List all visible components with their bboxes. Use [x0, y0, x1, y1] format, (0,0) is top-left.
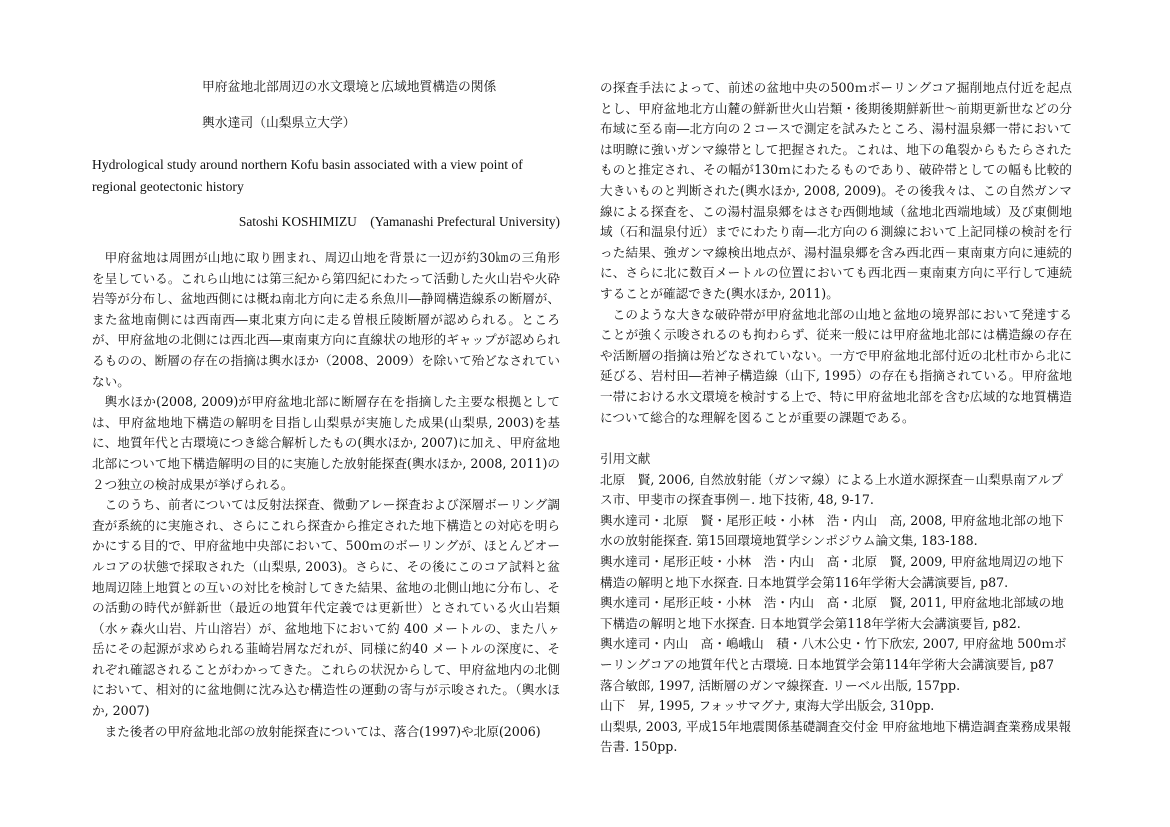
- reference-item: 輿水達司・内山 高・嶋峨山 積・八木公史・竹下欣宏, 2007, 甲府盆地 500ｍボーリングコアの地質年代と古環境. 日本地質学会第114年学術大会講演要旨, p87: [600, 636, 1067, 673]
- body-paragraph: 甲府盆地は周囲が山地に取り囲まれ、周辺山地を背景に一辺が約30㎞の三角形を呈している。これら山地には第三紀から第四紀にわたって活動した火山岩や火砕岩等が分布し、盆地西側には概ね南北方向に走る糸魚川―静岡構造線系の断層が、また盆地南側には西南西―東北東方向に走る曽根丘陵断層が認められる。ところが、甲府盆地の北側には西北西―東南東方向に直線状の地形的ギャップが認められるものの、断層の存在の指摘は輿水ほか（2008、2009）を除いて殆どなされていない。: [92, 250, 560, 389]
- reference-item: 北原 賢, 2006, 自然放射能（ガンマ線）による上水道水源探査－山梨県南アルプス市、甲斐市の探査事例－. 地下技術, 48, 9-17.: [600, 471, 1064, 508]
- english-author: Satoshi KOSHIMIZU (Yamanashi Prefectural University): [238, 214, 560, 229]
- reference-item: 山梨県, 2003, 平成15年地震関係基礎調査交付金 甲府盆地地下構造調査業務成果報告書. 150pp.: [600, 718, 1072, 755]
- references-heading: 引用文献: [600, 451, 651, 467]
- japanese-author: 輿水達司（山梨県立大学）: [202, 116, 356, 131]
- reference-item: 輿水達司・尾形正岐・小林 浩・内山 高・北原 賢, 2009, 甲府盆地周辺の地下構造の解明と地下水探査. 日本地質学会第116年学術大会講演要旨, p87.: [600, 554, 1064, 590]
- body-paragraph: 輿水ほか(2008, 2009)が甲府盆地北部に断層存在を指摘した主要な根拠としては、甲府盆地地下構造の解明を目指し山梨県が実施した成果(山梨県, 2003)を基に、地質年代と古環境につき総合解析したもの(輿水ほか, 2007)に加え、甲府盆地北部について地下構造解明の目的に実施した放射能探査(輿水ほか, 2008, 2011)の２つ独立の検討成果が挙げられる。: [92, 394, 560, 492]
- reference-item: 山下 昇, 1995, フォッサマグナ, 東海大学出版会, 310pp.: [600, 698, 935, 714]
- english-title: Hydrological study around northern Kofu basin associated with a view point of regional geotectonic history: [92, 157, 523, 194]
- body-paragraph: このうち、前者については反射法探査、微動アレー探査および深層ボーリング調査が系統的に実施され、さらにこれら探査から推定された地下構造との対応を明らかにする目的で、甲府盆地中央部において、500ｍのボーリングが、ほとんどオールコアの状態で採取された（山梨県, 2003)。さらに、その後にこのコア試料と盆地周辺陸上地質との互いの対比を検討してきた結果、盆地の北側山地に分布し、その活動の時代が鮮新世（最近の地質年代定義では更新世）とされている火山岩類（水ヶ森火山岩、片山溶岩）が、盆地地下において約 400 メートルの、また八ヶ岳にその起源が求められる韮崎岩屑なだれが、同様に約40 メートルの深度に、それぞれ確認されることがわかってきた。これらの状況からして、甲府盆地内の北側において、相対的に盆地側に沈み込む構造性の運動の寄与が示唆された。（輿水ほか, 2007): [92, 497, 560, 719]
- left-column: [92, 78, 560, 742]
- reference-item: 輿水達司・尾形正岐・小林 浩・内山 高・北原 賢, 2011, 甲府盆地北部域の地下構造の解明と地下水探査. 日本地質学会第118年学術大会講演要旨, p82.: [600, 595, 1064, 631]
- reference-item: 落合敏郎, 1997, 活断層のガンマ線探査. リーベル出版, 157pp.: [600, 677, 961, 693]
- body-paragraph: また後者の甲府盆地北部の放射能探査については、落合(1997)や北原(2006): [104, 723, 541, 739]
- body-paragraph: このような大きな破砕帯が甲府盆地北部の山地と盆地の境界部において発達することが強く示唆されるのも拘わらず、従来一般には甲府盆地北部には構造線の存在や活断層の指摘は殆どなされていない。一方で甲府盆地北部付近の北杜市から北に延びる、岩村田―若神子構造線（山下, 1995）の存在も指摘されている。甲府盆地一帯における水文環境を検討する上で、特に甲府盆地北部を含む広域的な地質構造について総合的な理解を図ることが重要の課題である。: [600, 306, 1072, 425]
- reference-item: 輿水達司・北原 賢・尾形正岐・小林 浩・内山 高, 2008, 甲府盆地北部の地下水の放射能探査. 第15回環境地質学シンポジウム論文集, 183-188.: [600, 512, 1064, 549]
- right-column: [600, 78, 1072, 758]
- japanese-title: 甲府盆地北部周辺の水文環境と広域地質構造の関係: [202, 80, 497, 95]
- body-paragraph: の探査手法によって、前述の盆地中央の500ｍボーリングコア掘削地点付近を起点とし、甲府盆地北方山麓の鮮新世火山岩類・後期後期鮮新世～前期更新世などの分布域に至る南―北方向の２コースで測定を試みたところ、湯村温泉郷一帯においては明瞭に強いガンマ線帯として把握された。これは、地下の亀裂からもたらされたものと推定され、その幅が130ｍにわたるものであり、破砕帯としての幅も比較的大きいものと判断された(輿水ほか, 2008, 2009)。その後我々は、この自然ガンマ線による探査を、この湯村温泉郷をはさむ西側地域（盆地北西端地域）及び東側地域（石和温泉付近）までにわたり南―北方向の６測線において上記同様の検討を行った結果、強ガンマ線検出地点が、湯村温泉郷を含み西北西－東南東方向に連続的に、さらに北に数百メートルの位置においても西北西－東南東方向に平行して連続することが確認できた(輿水ほか, 2011)。: [600, 80, 1073, 301]
